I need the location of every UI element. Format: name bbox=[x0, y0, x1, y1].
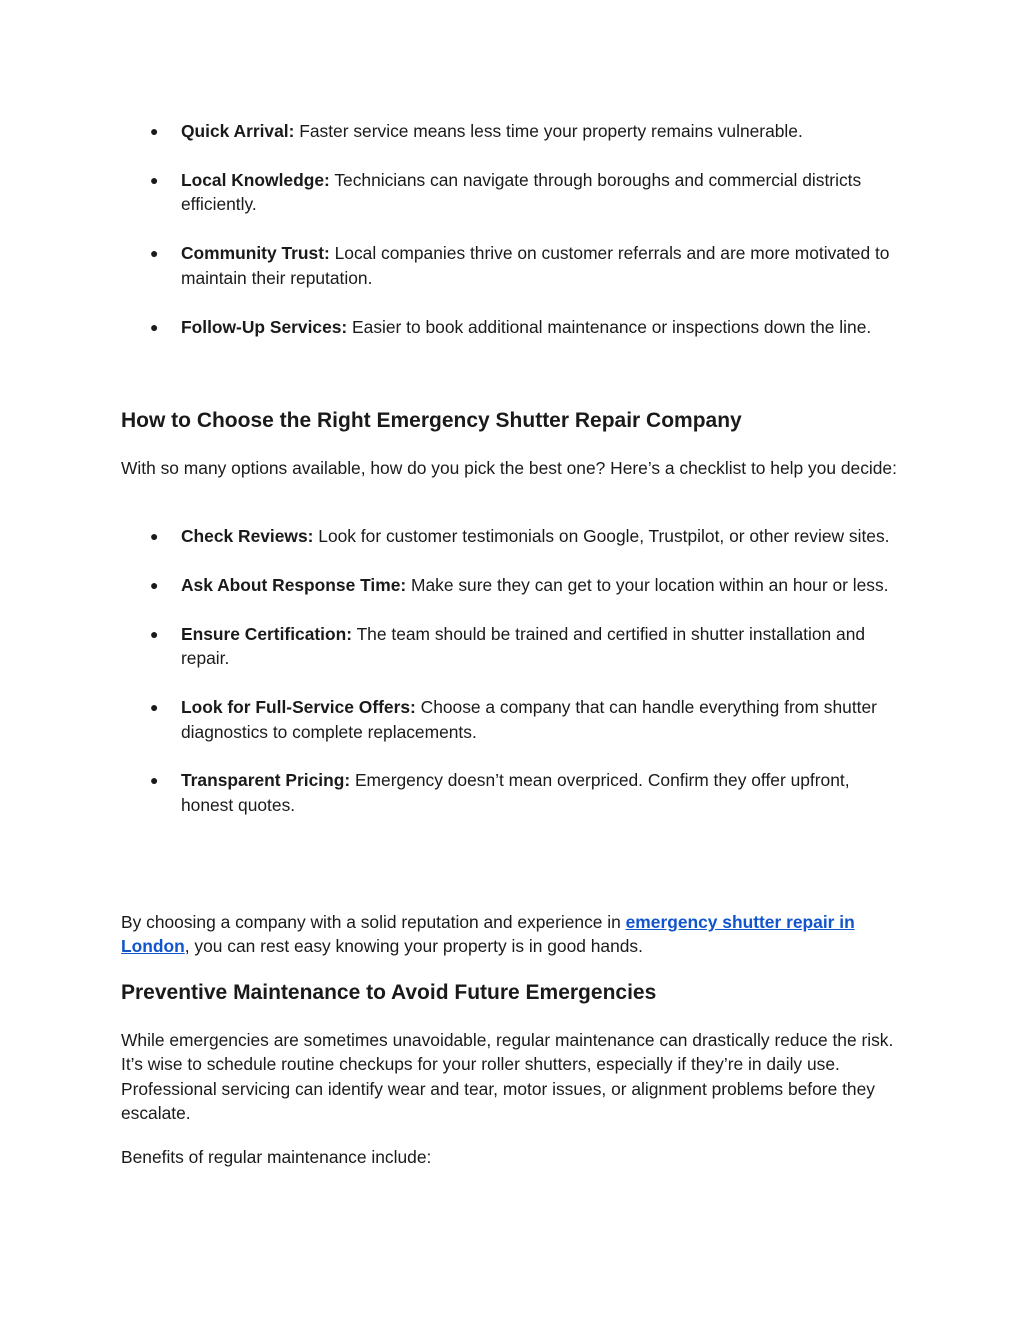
checklist bbox=[121, 524, 905, 842]
list-item-text: Easier to book additional maintenance or inspections down the line. bbox=[347, 316, 872, 337]
list-item-text: Look for customer testimonials on Google, Trustpilot, or other review sites. bbox=[313, 526, 890, 546]
list-item-term: Quick Arrival: bbox=[181, 121, 295, 141]
bullet-icon: ● bbox=[150, 625, 159, 642]
maintenance-paragraph: While emergencies are sometimes unavoidable, regular maintenance can drastically reduce the risk. It’s wise to schedule routine checkups for your roller shutters, especially if they’re in daily use. Professional servicing can identify wear and tear, motor issues, or alignment problems before they escalate. bbox=[121, 1030, 894, 1124]
list-item-text: Technicians can navigate through boroughs and commercial districts efficiently. bbox=[181, 169, 862, 215]
bullet-icon: ● bbox=[150, 772, 159, 789]
bullet-icon: ● bbox=[150, 123, 159, 139]
list-item bbox=[121, 315, 905, 339]
benefits-intro: Benefits of regular maintenance include: bbox=[121, 1147, 432, 1167]
closing-text-before: By choosing a company with a solid reputation and experience in bbox=[121, 912, 626, 932]
closing-text-after: , you can rest easy knowing your property is in good hands. bbox=[184, 936, 643, 957]
bullet-icon: ● bbox=[150, 318, 159, 335]
closing-paragraph bbox=[121, 910, 905, 959]
list-item bbox=[121, 524, 905, 548]
list-item-term: Ensure Certification: bbox=[181, 623, 353, 644]
emergency-shutter-repair-link[interactable]: emergency shutter repair in London bbox=[121, 912, 855, 957]
bullet-icon: ● bbox=[150, 528, 159, 544]
list-item bbox=[121, 241, 905, 290]
benefits-local-list bbox=[121, 119, 905, 363]
list-item bbox=[121, 768, 905, 817]
list-item-term: Transparent Pricing: bbox=[181, 770, 351, 791]
list-item-text: Make sure they can get to your location within an hour or less. bbox=[406, 574, 889, 595]
list-item-text: Emergency doesn’t mean overpriced. Confirm they offer upfront, honest quotes. bbox=[181, 770, 850, 815]
list-item-term: Community Trust: bbox=[181, 243, 330, 264]
list-item bbox=[121, 168, 905, 217]
bullet-icon: ● bbox=[150, 171, 159, 188]
list-item bbox=[121, 573, 905, 597]
list-item-text: Faster service means less time your property remains vulnerable. bbox=[294, 121, 803, 141]
bullet-icon: ● bbox=[150, 699, 159, 716]
section-heading-choose: How to Choose the Right Emergency Shutter Repair Company bbox=[121, 409, 742, 432]
list-item-text: Choose a company that can handle everything from shutter diagnostics to complete replacements. bbox=[181, 697, 877, 742]
list-item bbox=[121, 695, 905, 744]
bullet-icon: ● bbox=[150, 245, 159, 262]
list-item-term: Check Reviews: bbox=[181, 526, 314, 546]
section-intro: With so many options available, how do you pick the best one? Here’s a checklist to help you decide: bbox=[121, 458, 897, 478]
list-item bbox=[121, 119, 905, 143]
section-heading-maintenance: Preventive Maintenance to Avoid Future Emergencies bbox=[121, 981, 657, 1004]
list-item-term: Look for Full-Service Offers: bbox=[181, 697, 416, 718]
list-item-text: The team should be trained and certified in shutter installation and repair. bbox=[181, 623, 866, 669]
bullet-icon: ● bbox=[150, 576, 159, 593]
list-item-term: Ask About Response Time: bbox=[181, 574, 407, 595]
list-item bbox=[121, 622, 905, 671]
list-item-text: Local companies thrive on customer referrals and are more motivated to maintain their reputation. bbox=[181, 243, 890, 288]
list-item-term: Local Knowledge: bbox=[181, 169, 330, 190]
list-item-term: Follow-Up Services: bbox=[181, 316, 348, 337]
